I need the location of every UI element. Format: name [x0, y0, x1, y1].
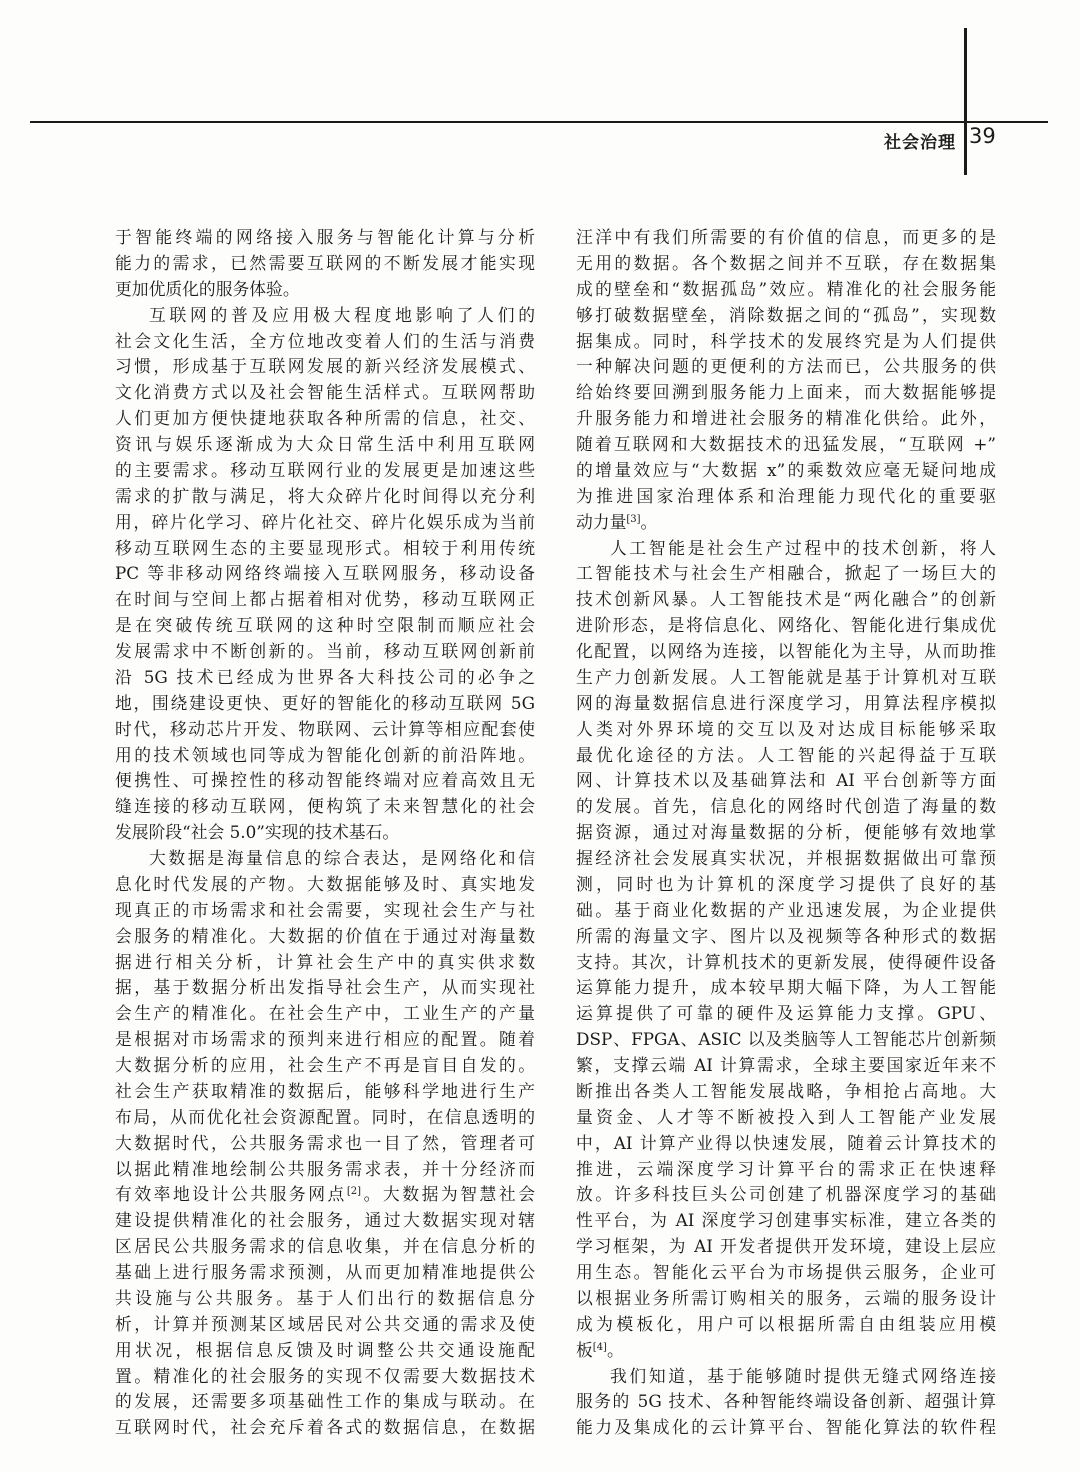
text-line: DSP、FPGA、ASIC 以及类脑等人工智能芯片创新频	[576, 1029, 996, 1050]
text-line: 布局，从而优化社会资源配置。同时，在信息透明的	[115, 1106, 535, 1127]
text-line: 我们知道，基于能够随时提供无缝式网络连接	[610, 1365, 996, 1386]
text-line: 断推出各类人工智能发展战略，争相抢占高地。大	[576, 1080, 996, 1101]
text-line: 便携性、可操控性的移动智能终端对应着高效且无	[115, 770, 535, 791]
text-line: 网的海量数据信息进行深度学习，用算法程序模拟	[576, 692, 996, 713]
citation-ref: [2]	[346, 1186, 362, 1198]
text-line: 大数据分析的应用，社会生产不再是盲目自发的。	[115, 1055, 535, 1075]
text-line: 共设施与公共服务。基于人们出行的数据信息分	[115, 1287, 535, 1308]
text-line: 现真正的市场需求和社会需要，实现社会生产与社	[115, 899, 535, 920]
text-line: 服务的 5G 技术、各种智能终端设备创新、超强计算	[576, 1391, 996, 1412]
text-line: 大数据是海量信息的综合表达，是网络化和信	[149, 848, 535, 868]
text-line: 地，围绕建设更快、更好的智能化的移动互联网 5G	[115, 692, 535, 713]
text-line: 置。精准化的社会服务的实现不仅需要大数据技术	[115, 1365, 535, 1386]
text-line: 网、计算技术以及基础算法和 AI 平台创新等方面	[576, 770, 996, 791]
text-line: 运算提供了可靠的硬件及运算能力支撑。GPU、	[576, 1003, 996, 1024]
text-line: 升服务能力和增进社会服务的精准化供给。此外，	[576, 408, 996, 429]
header-vertical-rule	[964, 28, 967, 175]
text-line: 所需的海量文字、图片以及视频等各种形式的数据	[576, 925, 996, 946]
text-line: 量资金、人才等不断被投入到人工智能产业发展	[576, 1106, 996, 1127]
text-line: 运算能力提升，成本较早期大幅下降，为人工智能	[576, 977, 996, 998]
text-line: 能力及集成化的云计算平台、智能化算法的软件程	[576, 1417, 996, 1438]
text-line: 区居民公共服务需求的信息收集，并在信息分析的	[115, 1236, 535, 1257]
text-line: 更加优质化的服务体验。	[115, 278, 300, 299]
text-line: 繁，支撑云端 AI 计算需求，全球主要国家近年来不	[576, 1055, 996, 1075]
text-line: 础。基于商业化数据的产业迅速发展，为企业提供	[576, 899, 996, 920]
text-line: 沿 5G 技术已经成为世界各大科技公司的必争之	[115, 666, 535, 687]
text-line: 据资源，通过对海量数据的分析，便能够有效地掌	[576, 822, 996, 843]
text-line: 建设提供精准化的社会服务，通过大数据实现对辖	[115, 1210, 535, 1231]
text-line: 文化消费方式以及社会智能生活样式。互联网帮助	[115, 382, 535, 403]
text-line: 于智能终端的网络接入服务与智能化计算与分析	[115, 227, 535, 247]
text-line: 息化时代发展的产物。大数据能够及时、真实地发	[115, 873, 535, 894]
text-line: 发展阶段“社会 5.0”实现的技术基石。	[115, 822, 400, 843]
text-line: 是在突破传统互联网的这种时空限制而顺应社会	[115, 615, 535, 636]
text-line: 互联网的普及应用极大程度地影响了人们的	[149, 304, 535, 325]
citation-ref: [4]	[592, 1341, 607, 1353]
text-line: 据，基于数据分析出发指导社会生产，从而实现社	[115, 977, 535, 998]
text-line: 人工智能是社会生产过程中的技术创新，将人	[610, 537, 996, 558]
text-line: 动力量[3]。	[576, 511, 658, 532]
text-line: 资讯与娱乐逐渐成为大众日常生活中利用互联网	[115, 434, 535, 454]
text-line: 成的壁垒和“数据孤岛”效应。精准化的社会服务能	[576, 278, 996, 299]
text-line: 人类对外界环境的交互以及对达成目标能够采取	[576, 718, 996, 739]
text-line: 有效率地设计公共服务网点[2]。大数据为智慧社会	[115, 1184, 535, 1205]
left-column	[115, 225, 535, 1441]
text-line: 大数据时代，公共服务需求也一目了然，管理者可	[115, 1132, 535, 1153]
text-line: 无用的数据。各个数据之间并不互联，存在数据集	[576, 252, 996, 273]
text-line: 用的技术领域也同等成为智能化创新的前沿阵地。	[115, 744, 535, 765]
text-line: 基础上进行服务需求预测，从而更加精准地提供公	[115, 1262, 535, 1282]
text-line: 中，AI 计算产业得以快速发展，随着云计算技术的	[576, 1132, 996, 1153]
text-line: 生产力创新发展。人工智能就是基于计算机对互联	[576, 666, 996, 687]
citation-ref: [3]	[626, 513, 641, 525]
text-line: 会服务的精准化。大数据的价值在于通过对海量数	[115, 925, 535, 946]
page-number: 39	[969, 124, 996, 148]
text-line: 以根据业务所需订购相关的服务，云端的服务设计	[576, 1287, 996, 1308]
text-line: 一种解决问题的更便利的方法而已，公共服务的供	[576, 356, 996, 377]
text-line: 缝连接的移动互联网，便构筑了未来智慧化的社会	[115, 796, 535, 817]
text-line: 是根据对市场需求的预判来进行相应的配置。随着	[115, 1029, 535, 1050]
right-column	[576, 225, 996, 1441]
text-line: 成为模板化，用户可以根据所需自由组装应用模	[576, 1313, 996, 1334]
text-line: 时代，移动芯片开发、物联网、云计算等相应配套使	[115, 718, 535, 739]
text-line: 据进行相关分析，计算社会生产中的真实供求数	[115, 951, 535, 972]
text-line: 学习框架，为 AI 开发者提供开发环境，建设上层应	[576, 1236, 996, 1257]
text-line: 板[4]。	[576, 1339, 624, 1360]
text-line: 化配置，以网络为连接，以智能化为主导，从而助推	[576, 641, 996, 661]
text-line: 会生产的精准化。在社会生产中，工业生产的产量	[115, 1003, 535, 1024]
text-line: 给始终要回溯到服务能力上面来，而大数据能够提	[576, 382, 996, 403]
text-line: 工智能技术与社会生产相融合，掀起了一场巨大的	[576, 563, 996, 584]
text-line: 汪洋中有我们所需要的有价值的信息，而更多的是	[576, 227, 996, 247]
text-line: 需求的扩散与满足，将大众碎片化时间得以充分利	[115, 485, 535, 506]
text-line: 的增量效应与“大数据 x”的乘数效应毫无疑问地成	[576, 459, 996, 480]
text-line: 用状况，根据信息反馈及时调整公共交通设施配	[115, 1339, 535, 1360]
text-line: 据集成。同时，科学技术的发展终究是为人们提供	[576, 330, 996, 351]
section-title: 社会治理	[884, 133, 956, 153]
text-line: 性平台，为 AI 深度学习创建事实标准，建立各类的	[576, 1210, 996, 1231]
text-line: 发展需求中不断创新的。当前，移动互联网创新前	[115, 641, 535, 661]
text-line: 析，计算并预测某区域居民对公共交通的需求及使	[115, 1313, 535, 1334]
text-line: 推进，云端深度学习计算平台的需求正在快速释	[576, 1158, 996, 1179]
text-line: 人们更加方便快捷地获取各种所需的信息，社交、	[115, 408, 535, 429]
text-line: 随着互联网和大数据技术的迅猛发展，“互联网 +”	[576, 434, 996, 454]
text-line: 社会文化生活，全方位地改变着人们的生活与消费	[115, 330, 535, 351]
text-line: 在时间与空间上都占据着相对优势，移动互联网正	[115, 589, 535, 610]
text-line: 的主要需求。移动互联网行业的发展更是加速这些	[115, 459, 535, 480]
text-line: 用，碎片化学习、碎片化社交、碎片化娱乐成为当前	[115, 511, 535, 532]
text-line: 社会生产获取精准的数据后，能够科学地进行生产	[115, 1080, 535, 1101]
text-line: 互联网时代，社会充斥着各式的数据信息，在数据	[115, 1417, 535, 1438]
text-line: 握经济社会发展真实状况，并根据数据做出可靠预	[576, 848, 996, 868]
text-line: 用生态。智能化云平台为市场提供云服务，企业可	[576, 1262, 996, 1282]
text-line: 够打破数据壁垒，消除数据之间的“孤岛”，实现数	[576, 304, 996, 325]
text-line: 以据此精准地绘制公共服务需求表，并十分经济而	[115, 1158, 535, 1179]
text-line: 为推进国家治理体系和治理能力现代化的重要驱	[576, 485, 996, 506]
text-line: PC 等非移动网络终端接入互联网服务，移动设备	[115, 563, 535, 584]
text-line: 进阶形态，是将信息化、网络化、智能化进行集成优	[576, 615, 996, 636]
text-line: 的发展，还需要多项基础性工作的集成与联动。在	[115, 1391, 535, 1412]
text-line: 测，同时也为计算机的深度学习提供了良好的基	[576, 873, 996, 894]
text-line: 能力的需求，已然需要互联网的不断发展才能实现	[115, 252, 535, 273]
text-line: 最优化途径的方法。人工智能的兴起得益于互联	[576, 744, 996, 765]
text-line: 移动互联网生态的主要显现形式。相较于利用传统	[115, 537, 535, 558]
text-line: 习惯，形成基于互联网发展的新兴经济发展模式、	[115, 356, 535, 377]
text-line: 的发展。首先，信息化的网络时代创造了海量的数	[576, 796, 996, 817]
text-line: 技术创新风暴。人工智能技术是“两化融合”的创新	[576, 589, 996, 610]
header-horizontal-rule	[30, 121, 1048, 123]
text-line: 放。许多科技巨头公司创建了机器深度学习的基础	[576, 1184, 996, 1205]
text-line: 支持。其次，计算机技术的更新发展，使得硬件设备	[576, 951, 996, 972]
